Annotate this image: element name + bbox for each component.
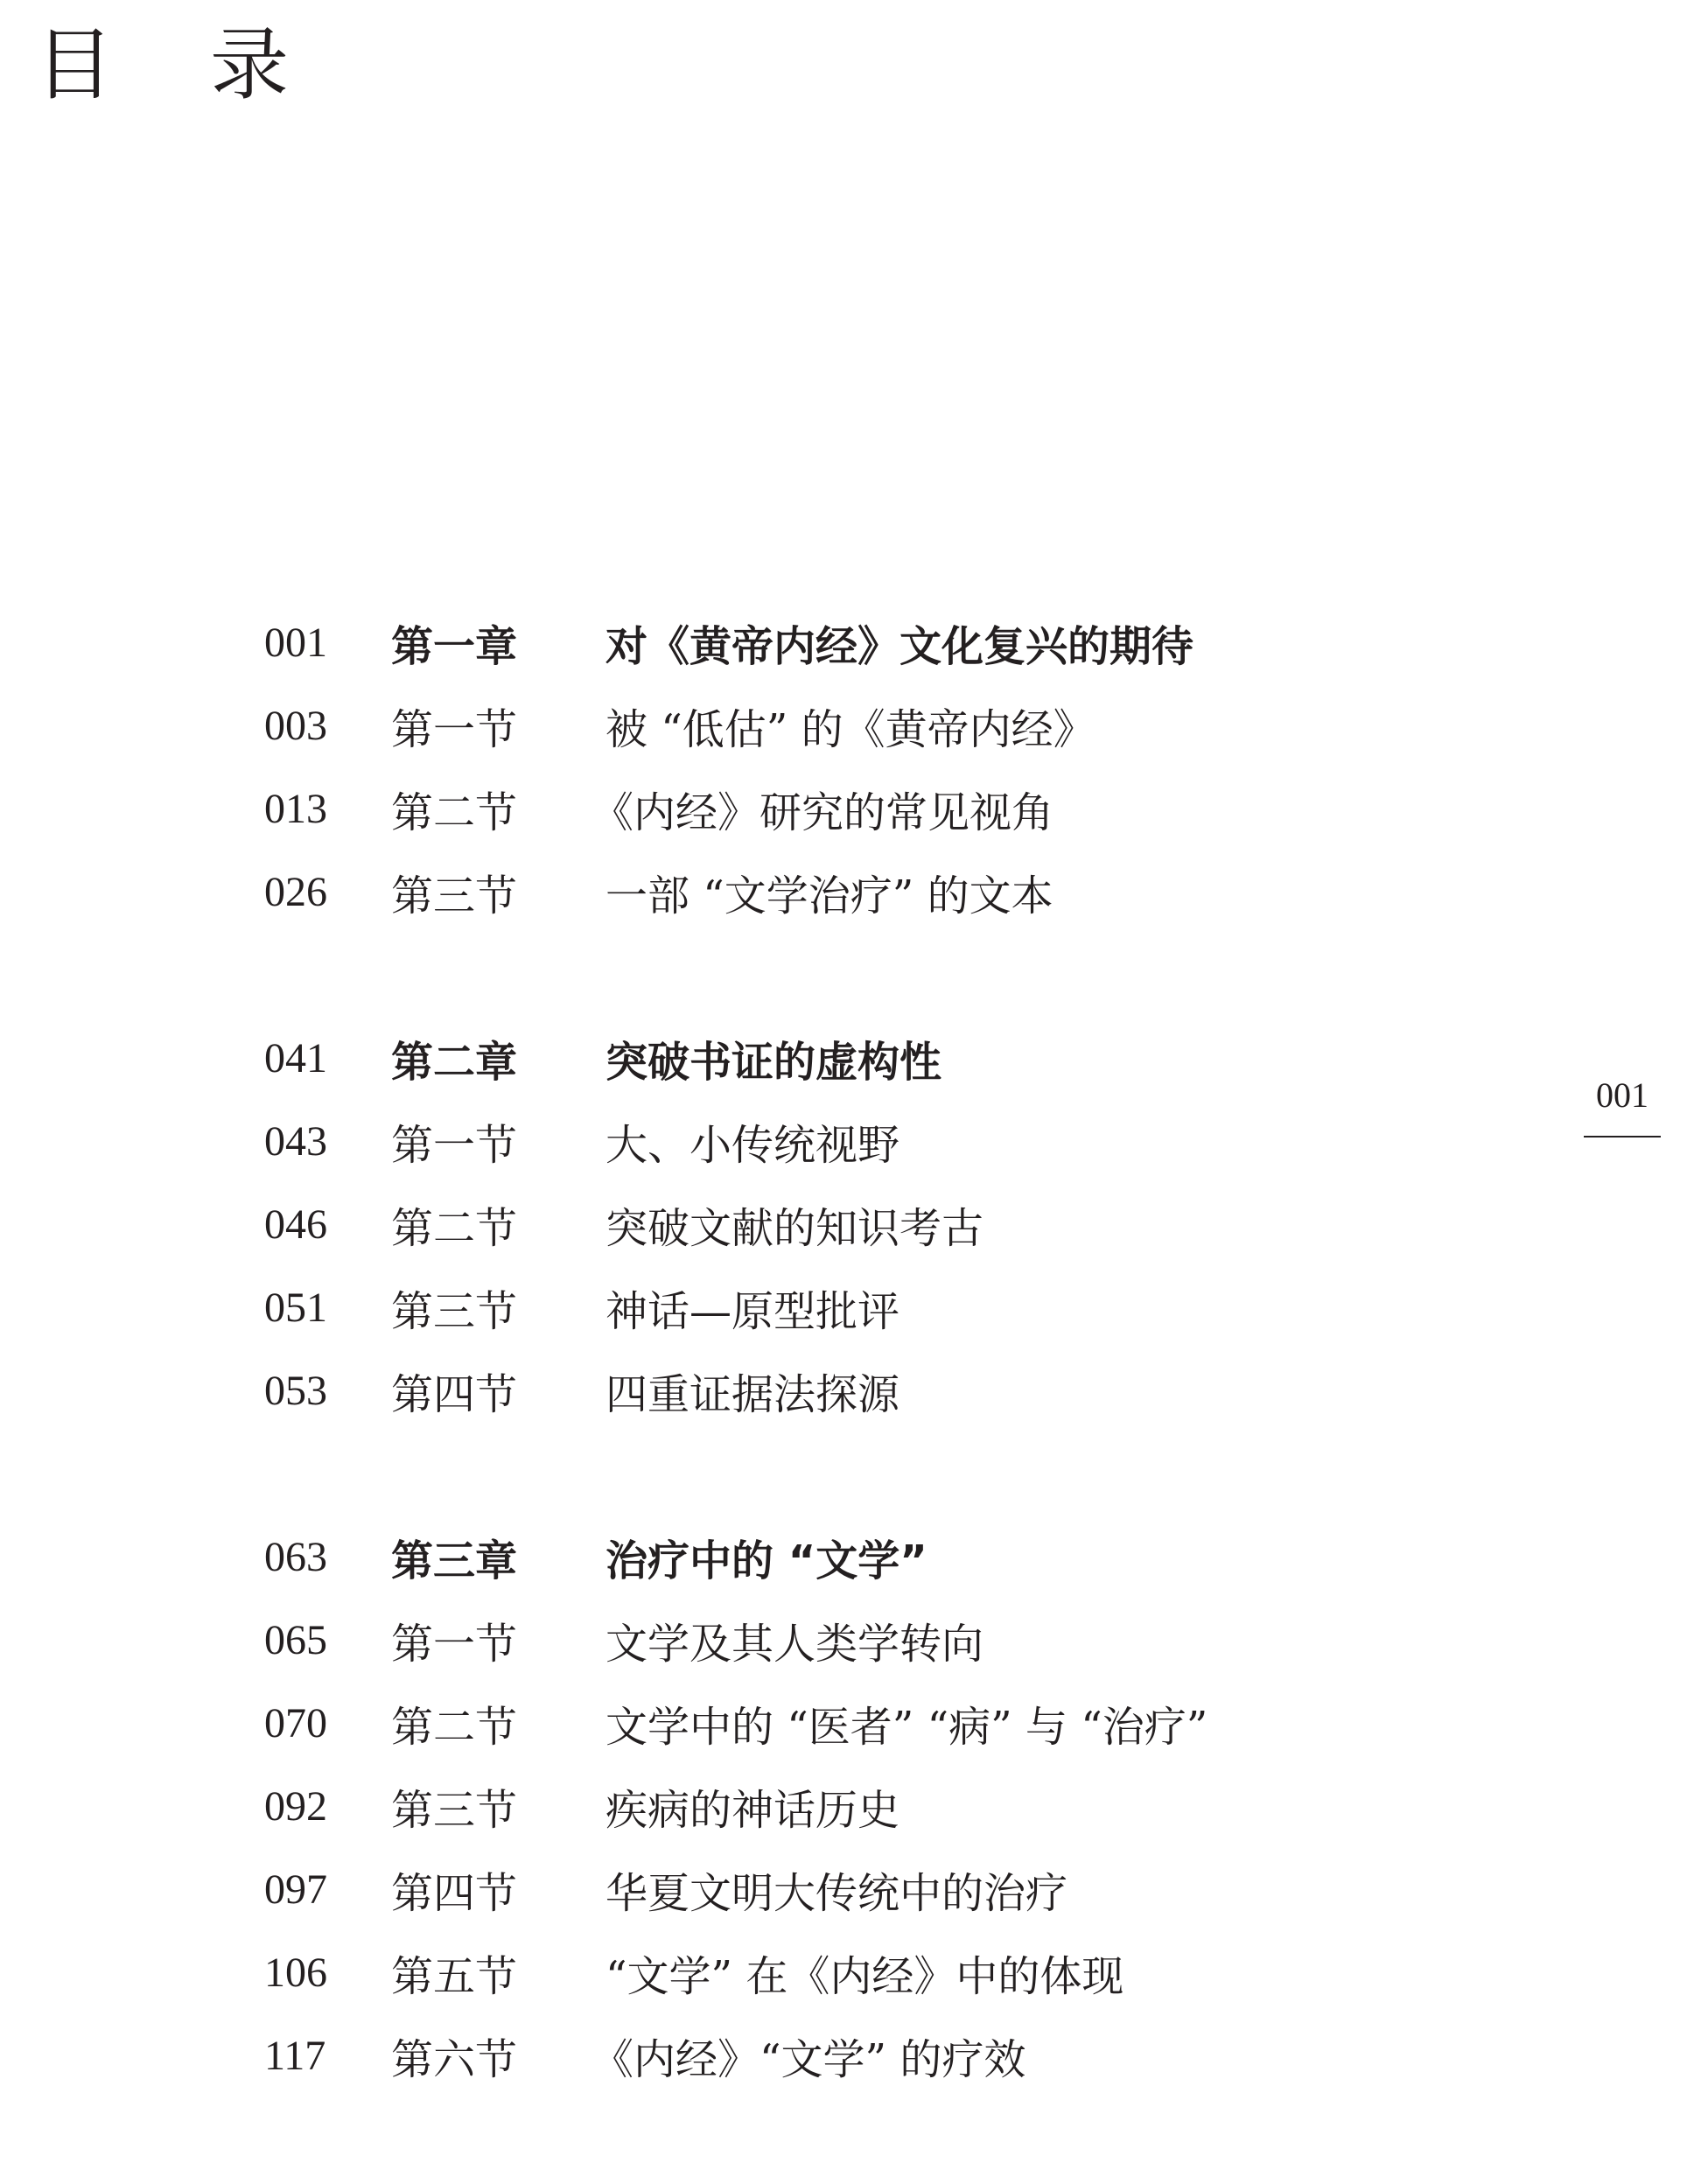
section-title: 疾病的神话历史 — [606, 1786, 900, 1835]
section-title: 《内经》“文学” 的疗效 — [592, 2035, 1026, 2084]
page-number: 070 — [264, 1700, 327, 1746]
chapter-row[interactable] — [264, 601, 1358, 684]
page-number: 092 — [264, 1783, 327, 1830]
chapter-label: 第二章 — [391, 1038, 518, 1087]
section-label: 第一节 — [391, 705, 518, 754]
section-label: 第三节 — [391, 872, 518, 920]
page-number: 001 — [264, 620, 327, 666]
section-label: 第六节 — [391, 2035, 518, 2084]
page-title: 目录 — [35, 19, 385, 111]
section-row[interactable] — [264, 1266, 1358, 1349]
page-number: 051 — [264, 1284, 327, 1331]
page-number: 097 — [264, 1866, 327, 1913]
chapter-title: 突破书证的虚构性 — [606, 1038, 942, 1087]
chapter-label: 第三章 — [391, 1536, 518, 1586]
section-title: 神话—原型批评 — [606, 1287, 900, 1336]
chapter-row[interactable] — [264, 1516, 1358, 1599]
page-number: 063 — [264, 1534, 327, 1580]
section-label: 第二节 — [391, 788, 518, 837]
folio-number: 001 — [1596, 1075, 1648, 1115]
section-title: 《内经》研究的常见视角 — [592, 788, 1054, 837]
page-number: 106 — [264, 1950, 327, 1996]
section-label: 第二节 — [391, 1204, 518, 1253]
section-row[interactable] — [264, 1100, 1358, 1183]
section-title: 四重证据法探源 — [606, 1370, 900, 1419]
section-title: 突破文献的知识考古 — [606, 1204, 984, 1253]
page-number: 013 — [264, 786, 327, 832]
section-title: 华夏文明大传统中的治疗 — [606, 1869, 1068, 1918]
section-row[interactable] — [264, 2014, 1358, 2097]
section-label: 第三节 — [391, 1287, 518, 1336]
section-label: 第三节 — [391, 1786, 518, 1835]
page-number: 053 — [264, 1368, 327, 1414]
section-label: 第四节 — [391, 1370, 518, 1419]
chapter-label: 第一章 — [391, 622, 518, 671]
chapter-2 — [264, 1017, 1358, 1432]
section-row[interactable] — [264, 1183, 1358, 1266]
section-label: 第四节 — [391, 1869, 518, 1918]
section-row[interactable] — [264, 684, 1358, 767]
section-label: 第二节 — [391, 1703, 518, 1752]
chapter-1 — [264, 601, 1358, 934]
section-label: 第五节 — [391, 1952, 518, 2001]
section-title: 一部 “文学治疗” 的文本 — [606, 872, 1054, 920]
chapter-3 — [264, 1516, 1358, 2097]
section-row[interactable] — [264, 1682, 1358, 1765]
section-row[interactable] — [264, 767, 1358, 850]
section-title: “文学” 在《内经》中的体现 — [606, 1952, 1124, 2001]
section-title: 大、小传统视野 — [606, 1121, 900, 1170]
section-row[interactable] — [264, 1931, 1358, 2014]
page-folio — [1584, 1074, 1661, 1138]
section-title: 被 “低估” 的《黄帝内经》 — [606, 705, 1096, 754]
chapter-row[interactable] — [264, 1017, 1358, 1100]
section-row[interactable] — [264, 1599, 1358, 1682]
folio-rule — [1584, 1136, 1661, 1138]
table-of-contents — [264, 601, 1358, 2180]
page-number: 043 — [264, 1118, 327, 1165]
page-number: 026 — [264, 869, 327, 915]
section-row[interactable] — [264, 1349, 1358, 1432]
page-number: 046 — [264, 1201, 327, 1248]
page-number: 041 — [264, 1035, 327, 1082]
page-number: 117 — [264, 2033, 326, 2079]
chapter-title: 对《黄帝内经》文化复兴的期待 — [606, 622, 1194, 671]
section-row[interactable] — [264, 850, 1358, 934]
page-number: 003 — [264, 703, 327, 749]
section-label: 第一节 — [391, 1620, 518, 1669]
section-label: 第一节 — [391, 1121, 518, 1170]
section-row[interactable] — [264, 1765, 1358, 1848]
chapter-title: 治疗中的 “文学” — [606, 1536, 928, 1586]
section-title: 文学中的 “医者” “病” 与 “治疗” — [606, 1703, 1208, 1752]
page-number: 065 — [264, 1617, 327, 1663]
section-title: 文学及其人类学转向 — [606, 1620, 984, 1669]
section-row[interactable] — [264, 1848, 1358, 1931]
